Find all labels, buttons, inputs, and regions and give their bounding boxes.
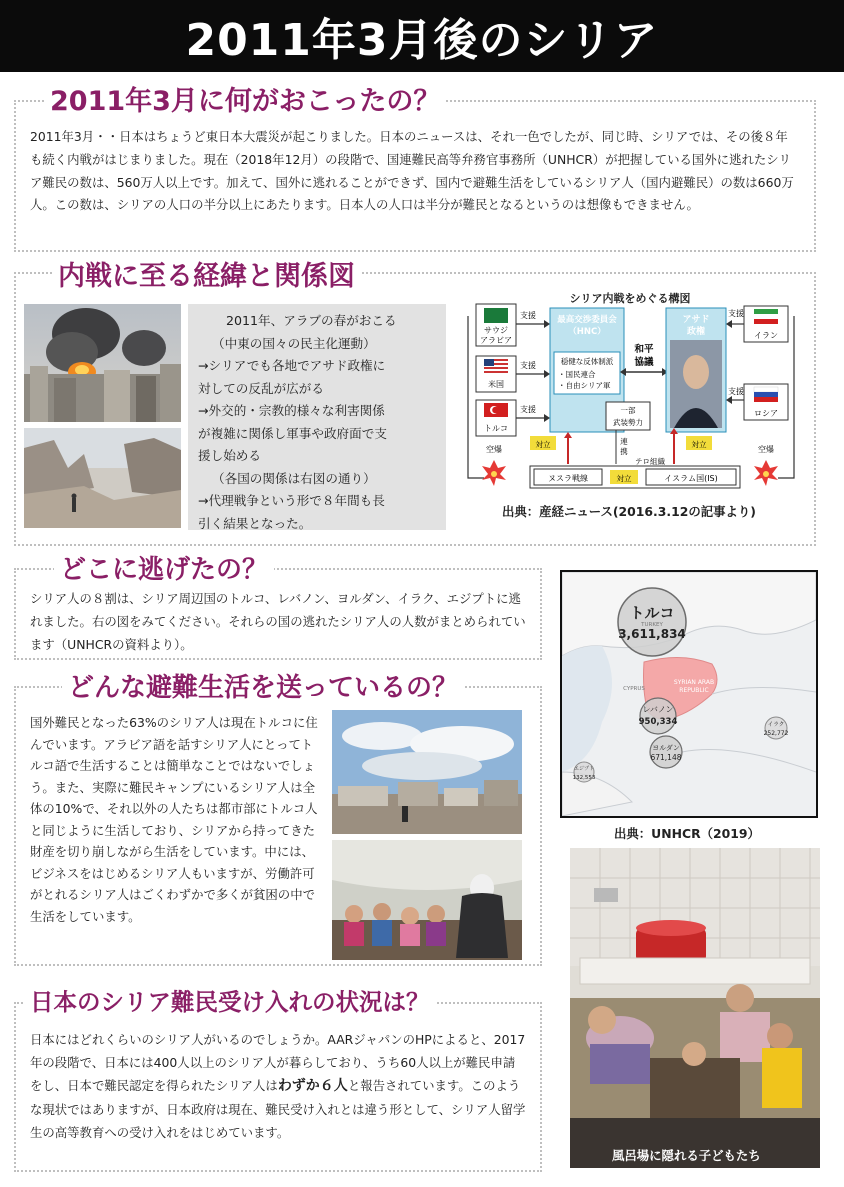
label-assad-1: アサド [682, 315, 710, 325]
war-smoke-photo [24, 304, 181, 422]
label-peace-2: 協議 [634, 357, 654, 368]
label-isis: イスラム国(IS) [664, 474, 718, 483]
label-saudi-1: サウジ [484, 326, 508, 335]
map-turkey-label: トルコ [629, 604, 675, 622]
summary-line: →シリアでも各地でアサド政権に [198, 358, 386, 373]
summary-line: →外交的・宗教的様々な利害関係 [198, 403, 385, 418]
children-bathroom-photo [570, 848, 820, 1168]
label-nusra: ヌスラ戦線 [548, 474, 588, 483]
section-heading-where-fled: どこに逃げたの？ [54, 552, 274, 588]
section-heading-japan: 日本のシリア難民受け入れの状況は？ [24, 984, 436, 1020]
section-heading-what-happened: 2011年3月に何がおこったの？ [44, 84, 446, 120]
summary-line: 援し始める [198, 448, 261, 463]
map-turkey-count: 3,611,834 [618, 627, 686, 641]
refugee-map [560, 570, 818, 818]
label-armed-1: 一部 [620, 406, 636, 415]
map-egypt-label: エジプト [573, 766, 595, 772]
summary-line: 対しての反乱が広がる [198, 380, 324, 396]
label-oppose: 対立 [691, 440, 707, 449]
label-iran: イラン [754, 331, 778, 340]
refugee-camp-photo [332, 710, 522, 834]
children-tent-photo [332, 840, 522, 960]
label-link-1: 連 [620, 437, 628, 446]
summary-line: （中東の国々の民主化運動） [212, 335, 376, 351]
summary-line: 引く結果となった。 [198, 515, 312, 531]
label-hnc-2: （HNC） [568, 327, 606, 337]
section-body-what-happened: 2011年3月・・日本はちょうど東日本大震災が起こりました。日本のニュースは、それ一色でしたが、同じ時、シリアでは、その後８年も続く内戦がはじまりました。現在（2018年12月）の段階で、国連難民高等弁務官事務所（UNHCR）が把握している国外に逃れたシリア難民の数は、560万人以上です。加えて、国外に逃れることができず、国内で避難生活をしているシリア人（国内避難民）の数は660万人。この数は、シリアの人口の半分以上にあたります。日本人の人口は半分が難民となるというのは想像もできません。 [30, 129, 794, 213]
label-saudi-2: アラビア [480, 336, 512, 345]
japan-body-part-a: 日本にはどれくらいのシリア人がいるのでしょうか。AARジャパンのHPによると、2017年の段階で、日本には400人以上のシリア人が暮らしており、うち60人以上が難民申請をし、日本で難民認定を得られたシリア人は [30, 1032, 526, 1093]
label-link-2: 携 [620, 447, 628, 456]
relationship-diagram [460, 288, 800, 498]
label-fsa: ・自由シリア軍 [558, 381, 611, 390]
label-usa: 米国 [488, 380, 504, 389]
map-egypt-count: 132,553 [572, 775, 596, 781]
bathroom-photo-caption: 風呂場に隠れる子どもたち [612, 1148, 761, 1163]
section-body-japan [30, 1028, 526, 1144]
label-oppose: 対立 [616, 474, 632, 483]
section-heading-background: 内戦に至る経緯と関係図 [52, 258, 361, 296]
map-syria-label-1: SYRIAN ARAB [673, 679, 715, 686]
label-airstrike: 空爆 [486, 445, 502, 454]
map-turkey-en: TURKEY [641, 622, 663, 628]
section-heading-life: どんな避難生活を送っているの？ [62, 670, 464, 706]
map-iraq-label: イラク [767, 722, 785, 728]
label-peace-1: 和平 [634, 344, 654, 355]
label-hnc-1: 最高交渉委員会 [557, 315, 617, 325]
diagram-caption: 出典：産経ニュース(2016.3.12の記事より) [502, 504, 756, 519]
label-national-coalition: ・国民連合 [558, 370, 596, 379]
support-label: 支援 [520, 311, 536, 320]
map-iraq-count: 252,772 [763, 730, 789, 737]
summary-line: →代理戦争という形で８年間も長 [198, 493, 385, 508]
map-jordan-label: ヨルダン [652, 744, 680, 752]
label-armed-2: 武装勢力 [613, 418, 643, 427]
summary-line: 2011年、アラブの春がおこる [226, 313, 397, 328]
map-lebanon-count: 950,334 [638, 717, 678, 727]
label-turkey: トルコ [484, 424, 508, 433]
summary-line: （各国の関係は右図の通り） [212, 470, 376, 486]
japan-body-part-b: と報告されています。このような現状ではありますが、日本政府は現在、難民受け入れとは違う形として、シリア人留学生の高等教育への受け入れをはじめています。 [30, 1078, 526, 1140]
section-body-life: 国外難民となった63%のシリア人は現在トルコに住んでいます。アラビア語を話すシリア人にとってトルコ語で生活することは簡単なことではないでしょう。また、実際に難民キャンプにいるシリア人は全体の10%で、それ以外の人たちは都市部にトルコ人と同じように生活しており、シリアから持ってきた財産を切り崩しながら生活をしています。中には、ビジネスをはじめるシリア人もいますが、労働許可がとれるシリア人はごくわずかで多くが貧困の中で生活をしています。 [30, 715, 318, 924]
map-caption: 出典：UNHCR（2019） [614, 826, 760, 841]
summary-line: が複雑に関係し軍事や政府面で支 [198, 425, 387, 441]
war-ruins-photo [24, 428, 181, 528]
label-airstrike: 空爆 [758, 445, 774, 454]
japan-body-emphasis: わずか６人 [277, 1078, 348, 1094]
background-summary [188, 304, 446, 530]
support-label: 支援 [520, 405, 536, 414]
diagram-title: シリア内戦をめぐる構図 [569, 292, 691, 305]
map-lebanon-label: レバノン [642, 705, 674, 714]
support-label: 支援 [520, 361, 536, 370]
label-moderate: 穏健な反体制派 [560, 357, 614, 366]
label-oppose: 対立 [535, 440, 551, 449]
support-label: 支援 [728, 387, 744, 396]
label-terror: テロ組織 [635, 457, 665, 466]
label-assad-2: 政権 [686, 327, 706, 337]
map-jordan-count: 671,148 [650, 753, 682, 762]
map-cyprus-label: CYPRUS [623, 686, 645, 692]
support-label: 支援 [728, 309, 744, 318]
map-syria-label-2: REPUBLIC [679, 687, 709, 694]
section-body-where-fled: シリア人の８割は、シリア周辺国のトルコ、レバノン、ヨルダン、イラク、エジプトに逃れました。右の図をみてください。それらの国の逃れたシリア人の人数がまとめられています（UNHCRの資料より）。 [30, 591, 526, 652]
page-title: 2011年3月後のシリア [0, 0, 844, 72]
label-russia: ロシア [754, 409, 778, 418]
